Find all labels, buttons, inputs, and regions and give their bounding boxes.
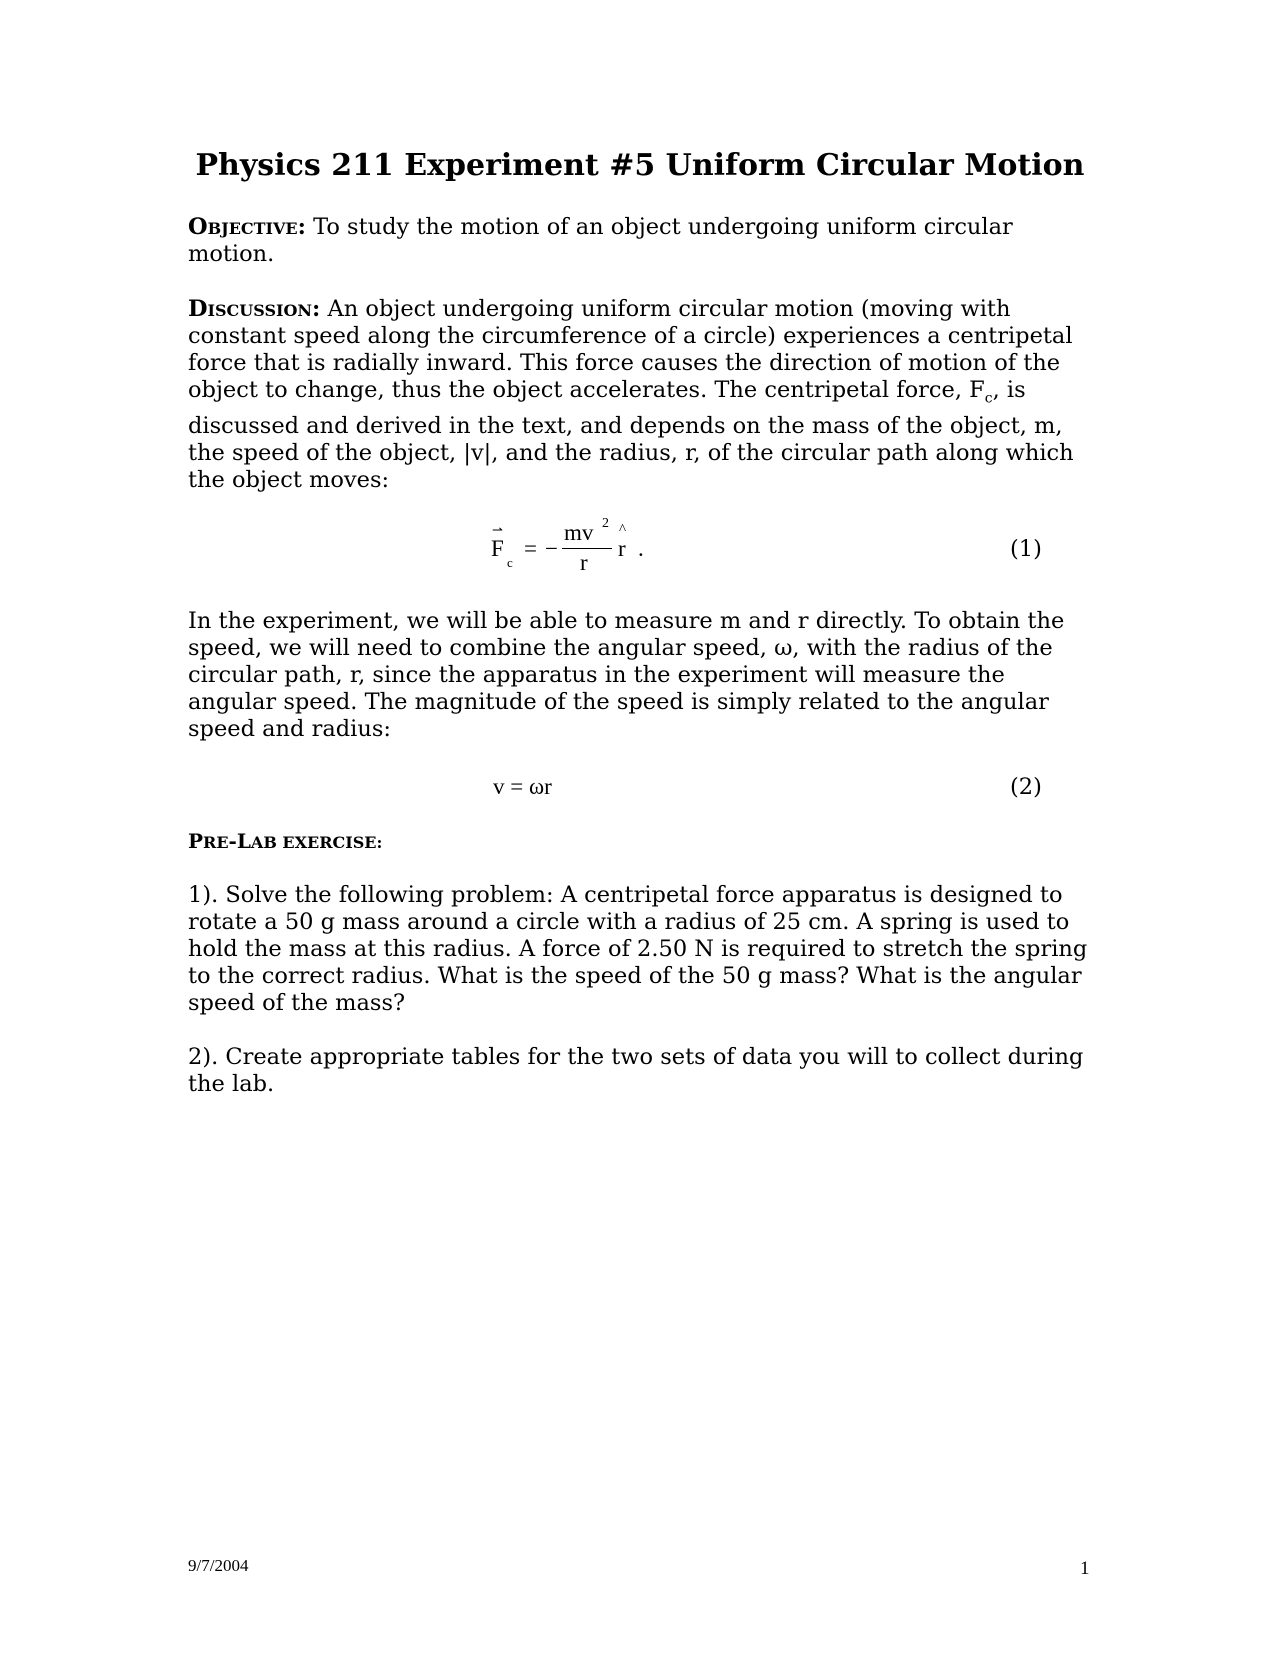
discussion-subscript-c: c (984, 390, 993, 407)
equation1-unit-vector: r (618, 536, 626, 561)
unit-vector-hat-icon: ^ (619, 522, 627, 538)
footer-date: 9/7/2004 (188, 1556, 249, 1575)
equation1-exponent: 2 (602, 516, 609, 531)
discussion-speed-abs: |v| (463, 439, 492, 466)
equation-speed: v = ωr (493, 774, 552, 799)
discussion-text-a: An object undergoing uniform circular motion (moving with constant speed along the circumference of a circle) experiences a centripetal force that is radially inward. This force causes the direction of motion of the object to change, thus the object accelerates. The centripetal force, F (188, 296, 1073, 403)
objective-paragraph (188, 214, 1098, 268)
equation1-subscript: c (507, 555, 513, 570)
page-title: Physics 211 Experiment #5 Uniform Circular Motion (195, 148, 1085, 183)
discussion-text-c: , and the radius, r, of the circular path along which the object moves: (188, 439, 1074, 493)
footer-page-number: 1 (1080, 1558, 1090, 1579)
equation-centripetal-force (488, 516, 688, 590)
discussion2-paragraph: In the experiment, we will be able to measure m and r directly. To obtain the speed, we will need to combine the angular speed, ω, with the radius of the circular path, r, since the apparatus in the experiment will measure the angular speed. The magnitude of the speed is simply related to the angular speed and radius: (188, 608, 1065, 742)
equation1-minus: − (545, 536, 558, 561)
vector-arrow-icon: ⇀ (492, 522, 503, 537)
equation2-number: (2) (1010, 774, 1042, 800)
prelab-question-1: 1). Solve the following problem: A centripetal force apparatus is designed to rotate a 50 g mass around a circle with a radius of 25 cm. A spring is used to hold the mass at this radius. A force of 2.50 N is required to stretch the spring to the correct radius. What is the speed of the 50 g mass? What is the angular speed of the mass? (188, 882, 1088, 1016)
prelab-question-2: 2). Create appropriate tables for the two sets of data you will to collect during the lab. (188, 1044, 1084, 1097)
equation1-equals: = (524, 536, 537, 561)
discussion-paragraph (188, 296, 1098, 494)
discussion-heading: Discussion: (188, 296, 321, 322)
objective-text: To study the motion of an object undergoing uniform circular motion. (188, 214, 1013, 267)
equation1-period: . (638, 536, 644, 561)
discussion-text-b: , is discussed and derived in the text, and depends on the mass of the object, m, the speed of the object, (188, 377, 1063, 466)
prelab-heading-block (188, 828, 1098, 856)
equation1-number: (1) (1010, 536, 1042, 562)
objective-heading: Objective: (188, 214, 306, 240)
equation1-denominator: r (580, 550, 588, 575)
equation1-lhs: F (491, 536, 504, 561)
fraction-bar (562, 548, 612, 549)
equation1-numerator: mv (564, 520, 594, 545)
prelab-heading: PRE-LAB EXERCISE: (188, 829, 383, 853)
